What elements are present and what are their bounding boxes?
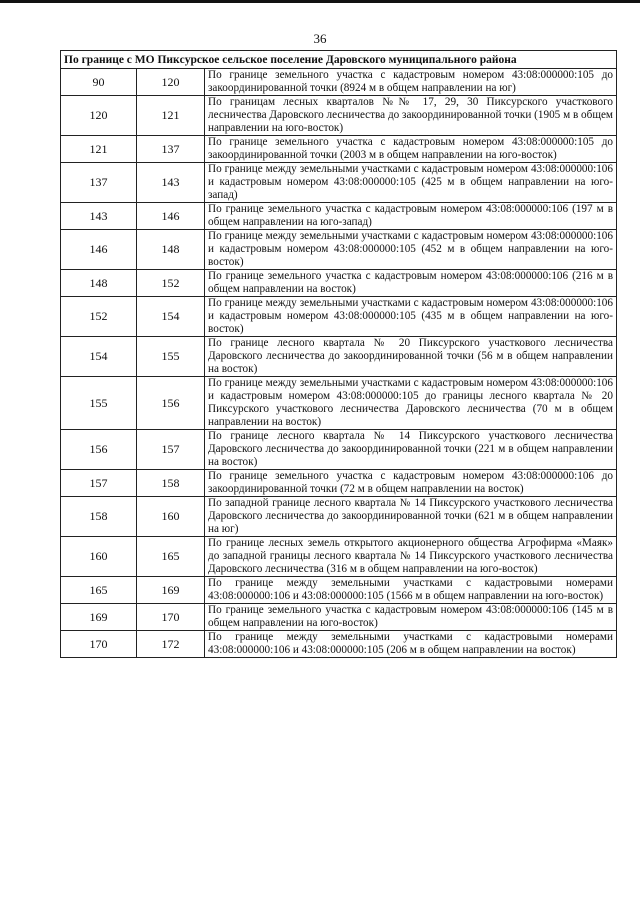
boundary-description: По границе между земельными участками с кадастровыми номерами 43:08:000000:106 и 43:08:000000:105 (1566 м в общем направлении на юго-восток) [205, 577, 617, 604]
table-row [61, 430, 617, 470]
to-point: 157 [137, 430, 205, 470]
table-row [61, 577, 617, 604]
boundary-table [60, 50, 617, 658]
boundary-description: По границе лесного квартала № 14 Пикcурского участкового лесничества Даровского лесничества до закоординированной точки (221 м в общем направлении на восток) [205, 430, 617, 470]
boundary-description: По западной границе лесного квартала № 14 Пикcурского участкового лесничества Даровского лесничества до закоординированной точки (621 м в общем направлении на юг) [205, 497, 617, 537]
table-row [61, 297, 617, 337]
top-border-line [0, 0, 640, 3]
from-point: 165 [61, 577, 137, 604]
boundary-description: По границе земельного участка с кадастровым номером 43:08:000000:106 (197 м в общем направлении на юго-запад) [205, 203, 617, 230]
table-row [61, 136, 617, 163]
to-point: 146 [137, 203, 205, 230]
table-row [61, 270, 617, 297]
boundary-description: По границе земельного участка с кадастровым номером 43:08:000000:105 до закоординированной точки (2003 м в общем направлении на юго-восток) [205, 136, 617, 163]
from-point: 154 [61, 337, 137, 377]
boundary-description: По границе между земельными участками с кадастровыми номерами 43:08:000000:106 и 43:08:000000:105 (206 м в общем направлении на восток) [205, 631, 617, 658]
from-point: 155 [61, 377, 137, 430]
from-point: 90 [61, 69, 137, 96]
to-point: 158 [137, 470, 205, 497]
from-point: 120 [61, 96, 137, 136]
section-header: По границе с МО Пикcурское сельское поселение Даровского муниципального района [61, 51, 617, 69]
boundary-description: По границам лесных кварталов №№ 17, 29, 30 Пикcурского участкового лесничества Даровского лесничества до закоординированной точки (1905 м в общем направлении на юго-восток) [205, 96, 617, 136]
from-point: 148 [61, 270, 137, 297]
boundary-description: По границе между земельными участками с кадастровым номером 43:08:000000:106 и кадастровым номером 43:08:000000:105 до границы лесного квартала № 20 Пикcурского участкового лесничества Даровского лесничества (70 м в общем направлении на восток) [205, 377, 617, 430]
boundary-description: По границе земельного участка с кадастровым номером 43:08:000000:105 до закоординированной точки (8924 м в общем направлении на юг) [205, 69, 617, 96]
table-row [61, 69, 617, 96]
table-row [61, 163, 617, 203]
to-point: 165 [137, 537, 205, 577]
table-row [61, 470, 617, 497]
boundary-description: По границе между земельными участками с кадастровым номером 43:08:000000:106 и кадастровым номером 43:08:000000:105 (452 м в общем направлении на юго-восток) [205, 230, 617, 270]
from-point: 157 [61, 470, 137, 497]
to-point: 169 [137, 577, 205, 604]
from-point: 170 [61, 631, 137, 658]
page-number: 36 [313, 31, 327, 46]
table-row [61, 337, 617, 377]
from-point: 169 [61, 604, 137, 631]
boundary-description: По границе лесных земель открытого акционерного общества Агрофирма «Маяк» до западной границы лесного квартала № 14 Пикcурского участкового лесничества Даровского лесничества (316 м в общем направлении на юго-восток) [205, 537, 617, 577]
table-row [61, 377, 617, 430]
table-row [61, 230, 617, 270]
table-row [61, 604, 617, 631]
table-row [61, 631, 617, 658]
to-point: 156 [137, 377, 205, 430]
to-point: 143 [137, 163, 205, 203]
table-row [61, 96, 617, 136]
boundary-description: По границе между земельными участками с кадастровым номером 43:08:000000:106 и кадастровым номером 43:08:000000:105 (435 м в общем направлении на юго-восток) [205, 297, 617, 337]
from-point: 152 [61, 297, 137, 337]
section-header-row [61, 51, 617, 69]
from-point: 146 [61, 230, 137, 270]
to-point: 121 [137, 96, 205, 136]
boundary-description: По границе земельного участка с кадастровым номером 43:08:000000:106 до закоординированной точки (72 м в общем направлении на восток) [205, 470, 617, 497]
to-point: 154 [137, 297, 205, 337]
from-point: 158 [61, 497, 137, 537]
to-point: 172 [137, 631, 205, 658]
boundary-table-body [61, 51, 617, 658]
to-point: 148 [137, 230, 205, 270]
table-row [61, 497, 617, 537]
to-point: 137 [137, 136, 205, 163]
boundary-description: По границе земельного участка с кадастровым номером 43:08:000000:106 (216 м в общем направлении на восток) [205, 270, 617, 297]
to-point: 155 [137, 337, 205, 377]
from-point: 160 [61, 537, 137, 577]
to-point: 170 [137, 604, 205, 631]
from-point: 121 [61, 136, 137, 163]
boundary-description: По границе земельного участка с кадастровым номером 43:08:000000:106 (145 м в общем направлении на юго-восток) [205, 604, 617, 631]
table-row [61, 203, 617, 230]
to-point: 160 [137, 497, 205, 537]
boundary-description: По границе между земельными участками с кадастровым номером 43:08:000000:106 и кадастровым номером 43:08:000000:105 (425 м в общем направлении на юго-запад) [205, 163, 617, 203]
to-point: 152 [137, 270, 205, 297]
from-point: 137 [61, 163, 137, 203]
to-point: 120 [137, 69, 205, 96]
table-row [61, 537, 617, 577]
from-point: 143 [61, 203, 137, 230]
boundary-description: По границе лесного квартала № 20 Пикcурского участкового лесничества Даровского лесничества до закоординированной точки (56 м в общем направлении на восток) [205, 337, 617, 377]
from-point: 156 [61, 430, 137, 470]
